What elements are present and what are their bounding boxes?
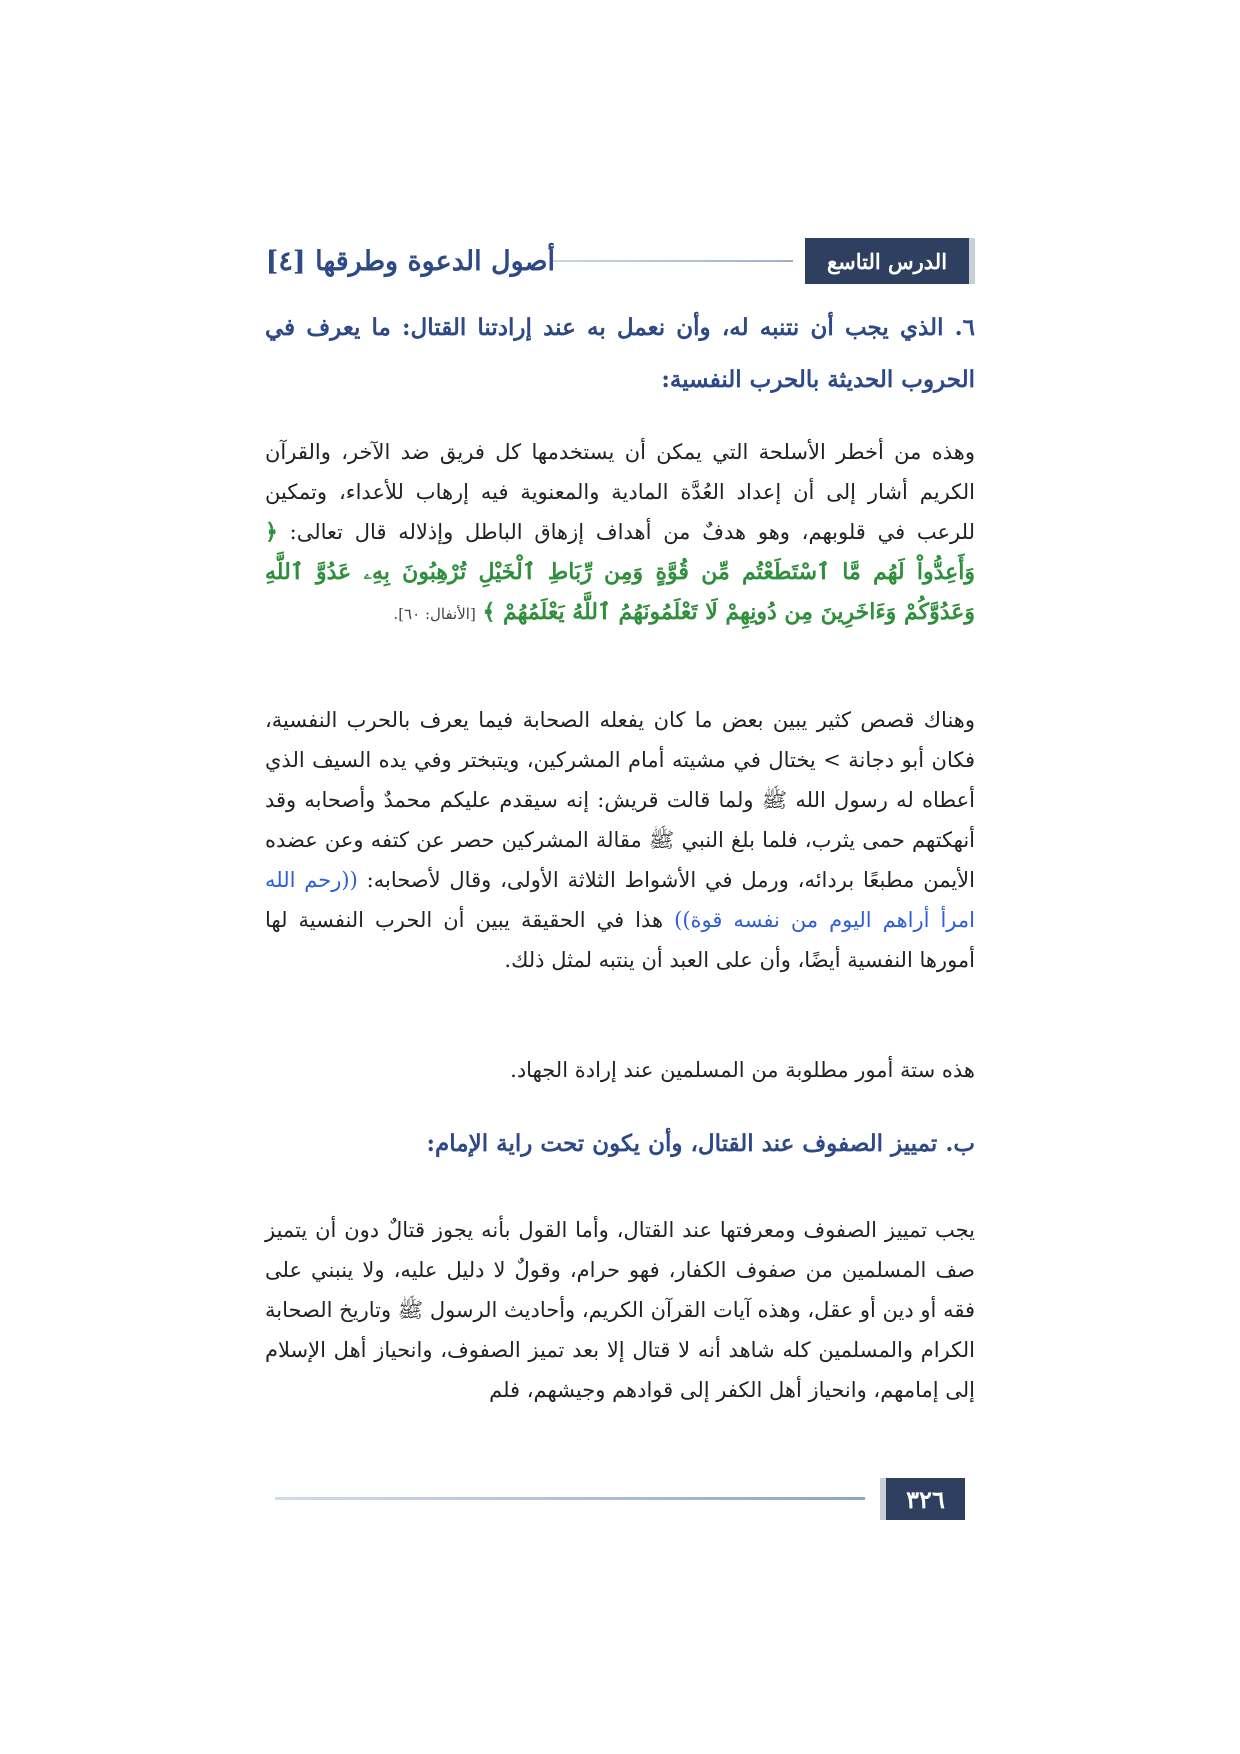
header-divider (553, 260, 793, 262)
lesson-label: الدرس التاسع (805, 238, 975, 284)
paragraph-text-before: وهناك قصص كثير يبين بعض ما كان يفعله الصحابة فيما يعرف بالحرب النفسية، فكان أبو دجانة > يختال في مشيته أمام المشركين، ويتبختر وفي يده السيف الذي أعطاه له رسول الله ﷺ ولما قالت قريش: إنه سيقدم عليكم محمدٌ وأصحابه وقد أنهكتهم حمى يثرب، فلما بلغ النبي ﷺ مقالة المشركين حصر عن كتفه وعن عضده الأيمن مطبعًا بردائه، ورمل في الأشواط الثلاثة الأولى، وقال لأصحابه: (265, 708, 975, 892)
paragraph-companions-stories (265, 700, 975, 980)
footer-divider (275, 1497, 865, 1500)
paragraph-summary: هذه ستة أمور مطلوبة من المسلمين عند إرادة الجهاد. (510, 1058, 975, 1082)
quran-verse: ﴿ وَأَعِدُّواْ لَهُم مَّا ٱسْتَطَعْتُم مِّن قُوَّةٍ وَمِن رِّبَاطِ ٱلْخَيْلِ تُرْهِبُونَ بِهِۦ عَدُوَّ ٱللَّهِ وَعَدُوَّكُمْ وَءَاخَرِينَ مِن دُونِهِمْ لَا تَعْلَمُونَهُمُ ٱللَّهُ يَعْلَمُهُمْ ﴾ (265, 519, 975, 625)
hadith-quote: ((رحم الله امرأ أراهم اليوم من نفسه قوة)) (265, 868, 975, 932)
paragraph-psychological-war (265, 432, 975, 634)
paragraph-text: وهذه من أخطر الأسلحة التي يمكن أن يستخدمها كل فريق ضد الآخر، والقرآن الكريم أشار إلى أن إعداد العُدَّة المادية والمعنوية فيه إرهاب للأعداء، وتمكين للرعب في قلوبهم، وهو هدفٌ من أهداف إزهاق الباطل وإذلاله قال تعالى: (265, 440, 975, 544)
section-6-heading: ٦. الذي يجب أن نتنبه له، وأن نعمل به عند إرادتنا القتال: ما يعرف في الحروب الحديثة بالحرب النفسية: (265, 314, 975, 393)
page-header (265, 238, 975, 284)
verse-reference: [الأنفال: ٦٠]. (393, 605, 476, 623)
paragraph-ranks: يجب تمييز الصفوف ومعرفتها عند القتال، وأما القول بأنه يجوز قتالٌ دون أن يتميز صف المسلمين من صفوف الكفار، فهو حرام، وقولٌ لا دليل عليه، ولا ينبني على فقه أو دين أو عقل، وهذه آيات القرآن الكريم، وأحاديث الرسول ﷺ وتاريخ الصحابة الكرام والمسلمين كله شاهد أنه لا قتال إلا بعد تميز الصفوف، وانحياز أهل الإسلام إلى إمامهم، وانحياز أهل الكفر إلى قوادهم وجيشهم، فلم (265, 1218, 975, 1402)
page-number: ٣٢٦ (880, 1478, 965, 1520)
book-title: أصول الدعوة وطرقها [٤] (265, 245, 555, 277)
paragraph-text-after: هذا في الحقيقة يبين أن الحرب النفسية لها أمورها النفسية أيضًا، وأن على العبد أن ينتبه لمثل ذلك. (265, 908, 975, 972)
section-b-heading: ب. تمييز الصفوف عند القتال، وأن يكون تحت راية الإمام: (426, 1130, 975, 1157)
